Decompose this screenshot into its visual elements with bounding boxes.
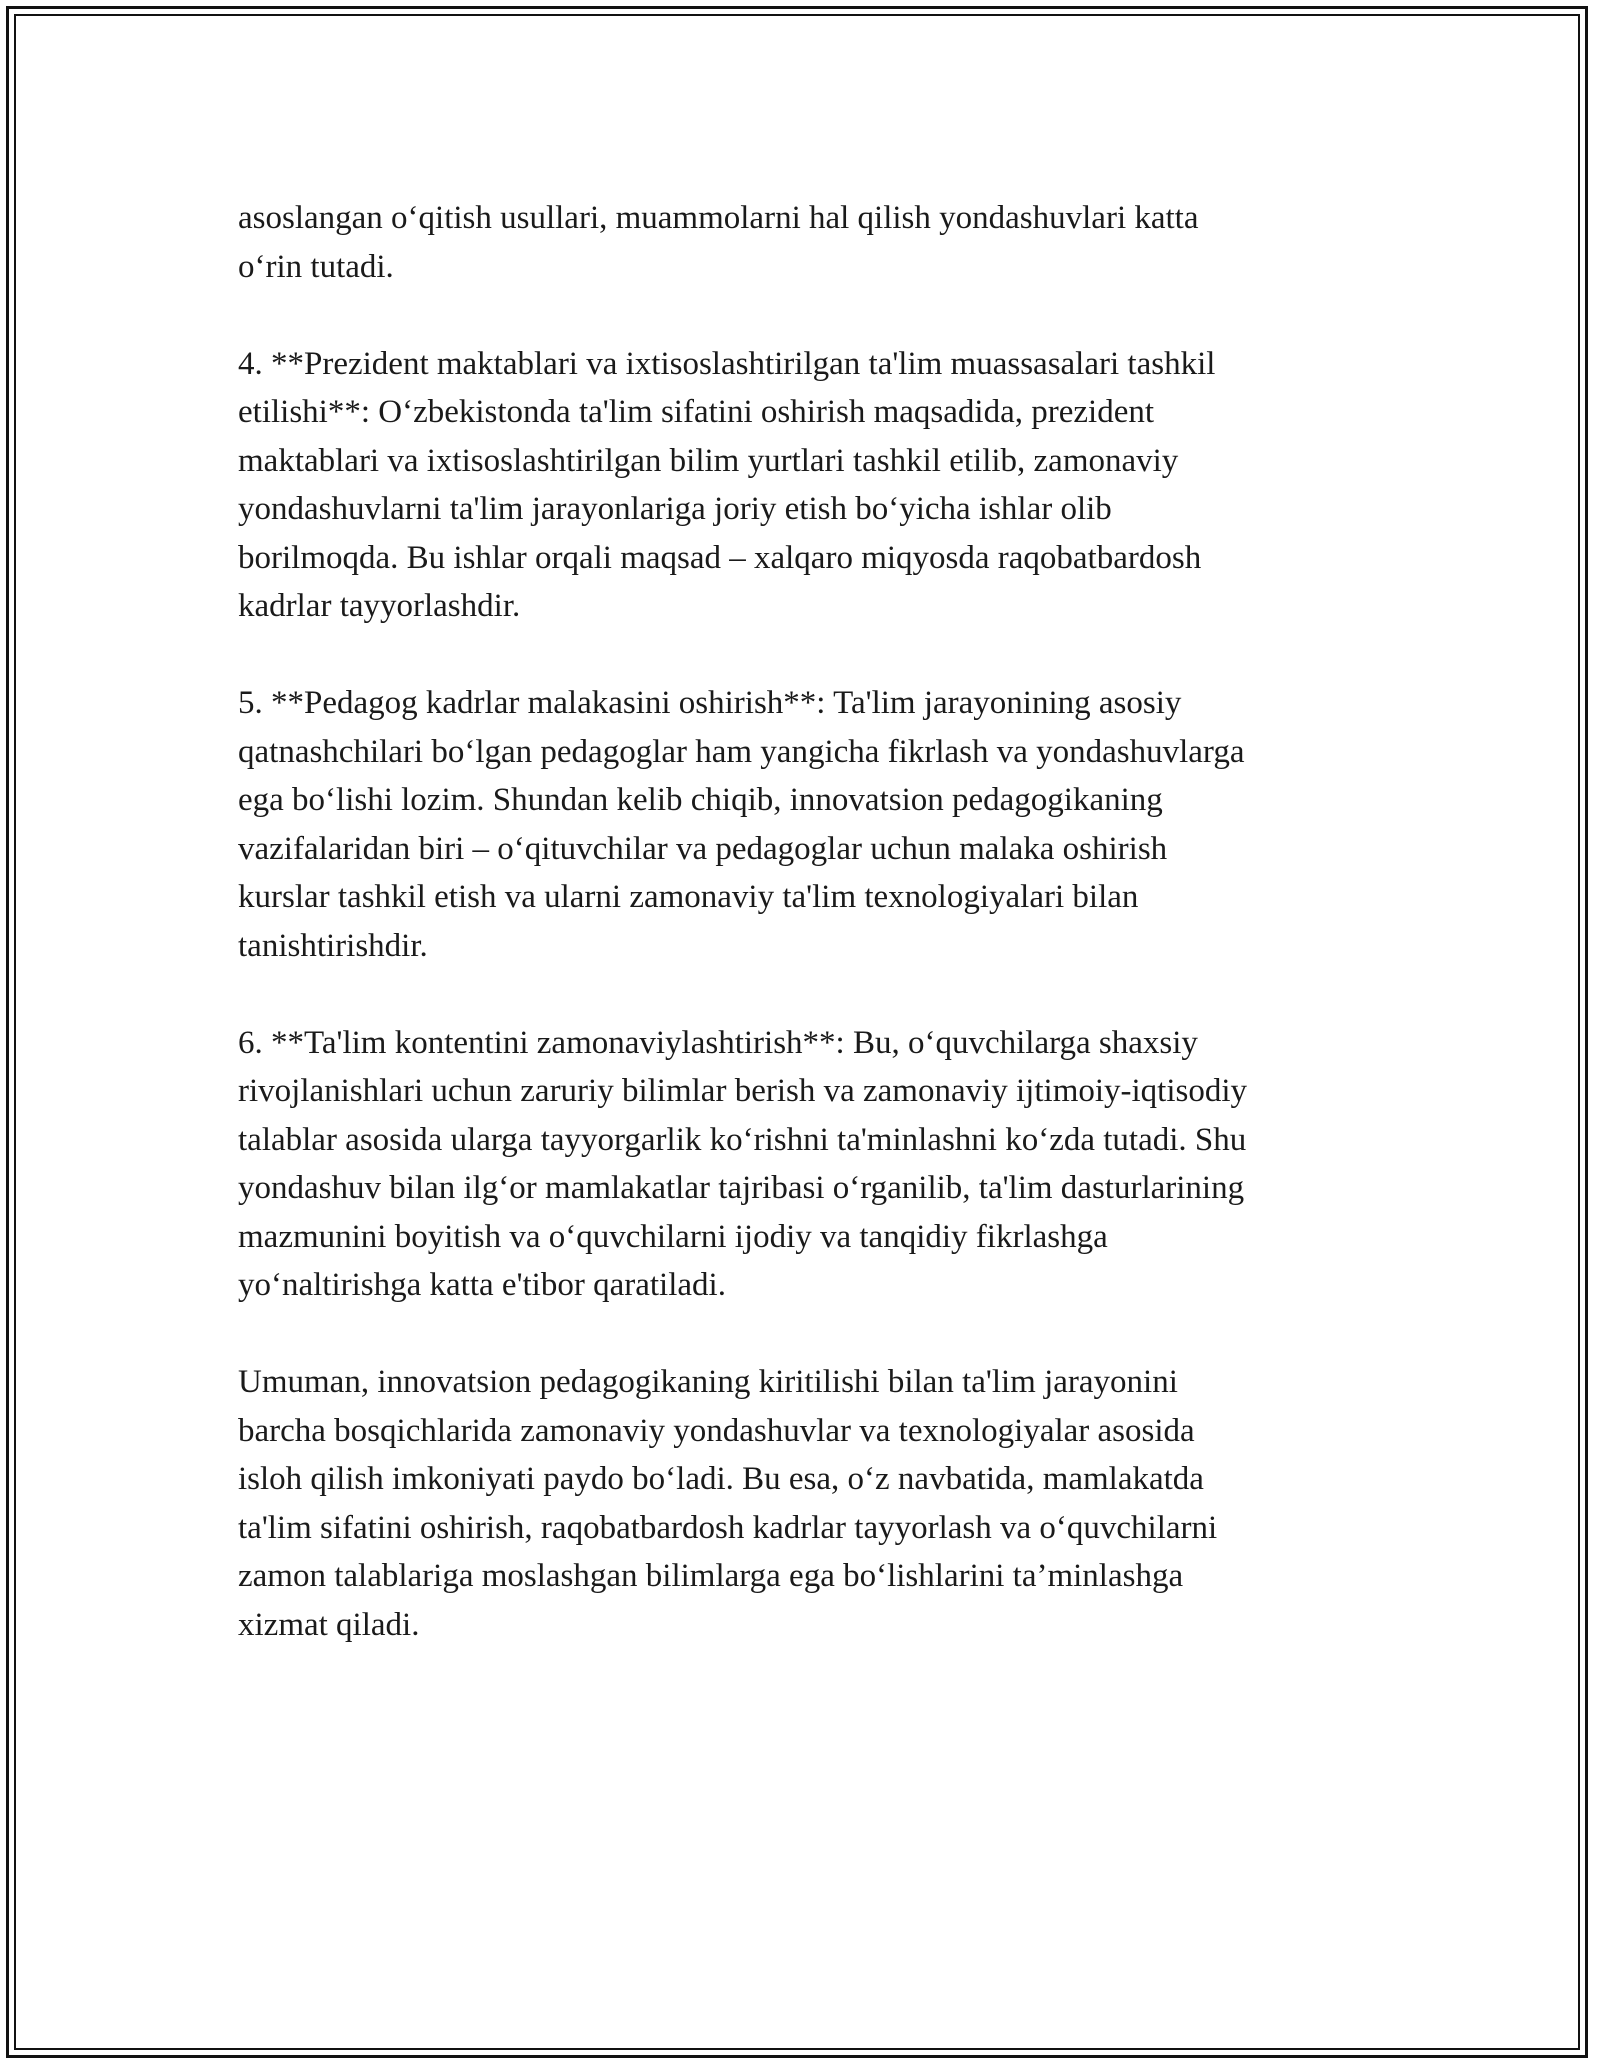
paragraph-item-4: 4. **Prezident maktablari va ixtisoslashtirilgan ta'lim muassasalari tashkil etilishi**: O‘zbekistonda ta'lim sifatini oshirish maqsadida, prezident maktablari va ixtisoslashtirilgan bilim yurtlari tashkil etilib, zamonaviy yondashuvlarni ta'lim jarayonlariga joriy etish bo‘yicha ishlar olib borilmoqda. Bu ishlar orqali maqsad – xalqaro miqyosda raqobatbardosh kadrlar tayyorlashdir. bbox=[238, 345, 1216, 624]
paragraph-conclusion: Umuman, innovatsion pedagogikaning kiritilishi bilan ta'lim jarayonini barcha bosqichlarida zamonaviy yondashuvlar va texnologiyalar asosida isloh qilish imkoniyati paydo bo‘ladi. Bu esa, o‘z navbatida, mamlakatda ta'lim sifatini oshirish, raqobatbardosh kadrlar tayyorlash va o‘quvchilarni zamon talablariga moslashgan bilimlarga ega bo‘lishlarini ta’minlashga xizmat qiladi. bbox=[238, 1364, 1218, 1643]
paragraph-item-5: 5. **Pedagog kadrlar malakasini oshirish**: Ta'lim jarayonining asosiy qatnashchilari bo‘lgan pedagoglar ham yangicha fikrlash va yondashuvlarga ega bo‘lishi lozim. Shundan kelib chiqib, innovatsion pedagogikaning vazifalaridan biri – o‘qituvchilar va pedagoglar uchun malaka oshirish kurslar tashkil etish va ularni zamonaviy ta'lim texnologiyalari bilan tanishtirishdir. bbox=[238, 685, 1245, 964]
document-body bbox=[238, 194, 1388, 1698]
paragraph-continuation: asoslangan o‘qitish usullari, muammolarni hal qilish yondashuvlari katta o‘rin tutadi. bbox=[238, 200, 1199, 285]
page-frame bbox=[6, 6, 1588, 2058]
paragraph-item-6: 6. **Ta'lim kontentini zamonaviylashtirish**: Bu, o‘quvchilarga shaxsiy rivojlanishlari uchun zaruriy bilimlar berish va zamonaviy ijtimoiy-iqtisodiy talablar asosida ularga tayyorgarlik ko‘rishni ta'minlashni ko‘zda tutadi. Shu yondashuv bilan ilg‘or mamlakatlar tajribasi o‘rganilib, ta'lim dasturlarining mazmunini boyitish va o‘quvchilarni ijodiy va tanqidiy fikrlashga yo‘naltirishga katta e'tibor qaratiladi. bbox=[238, 1024, 1248, 1303]
